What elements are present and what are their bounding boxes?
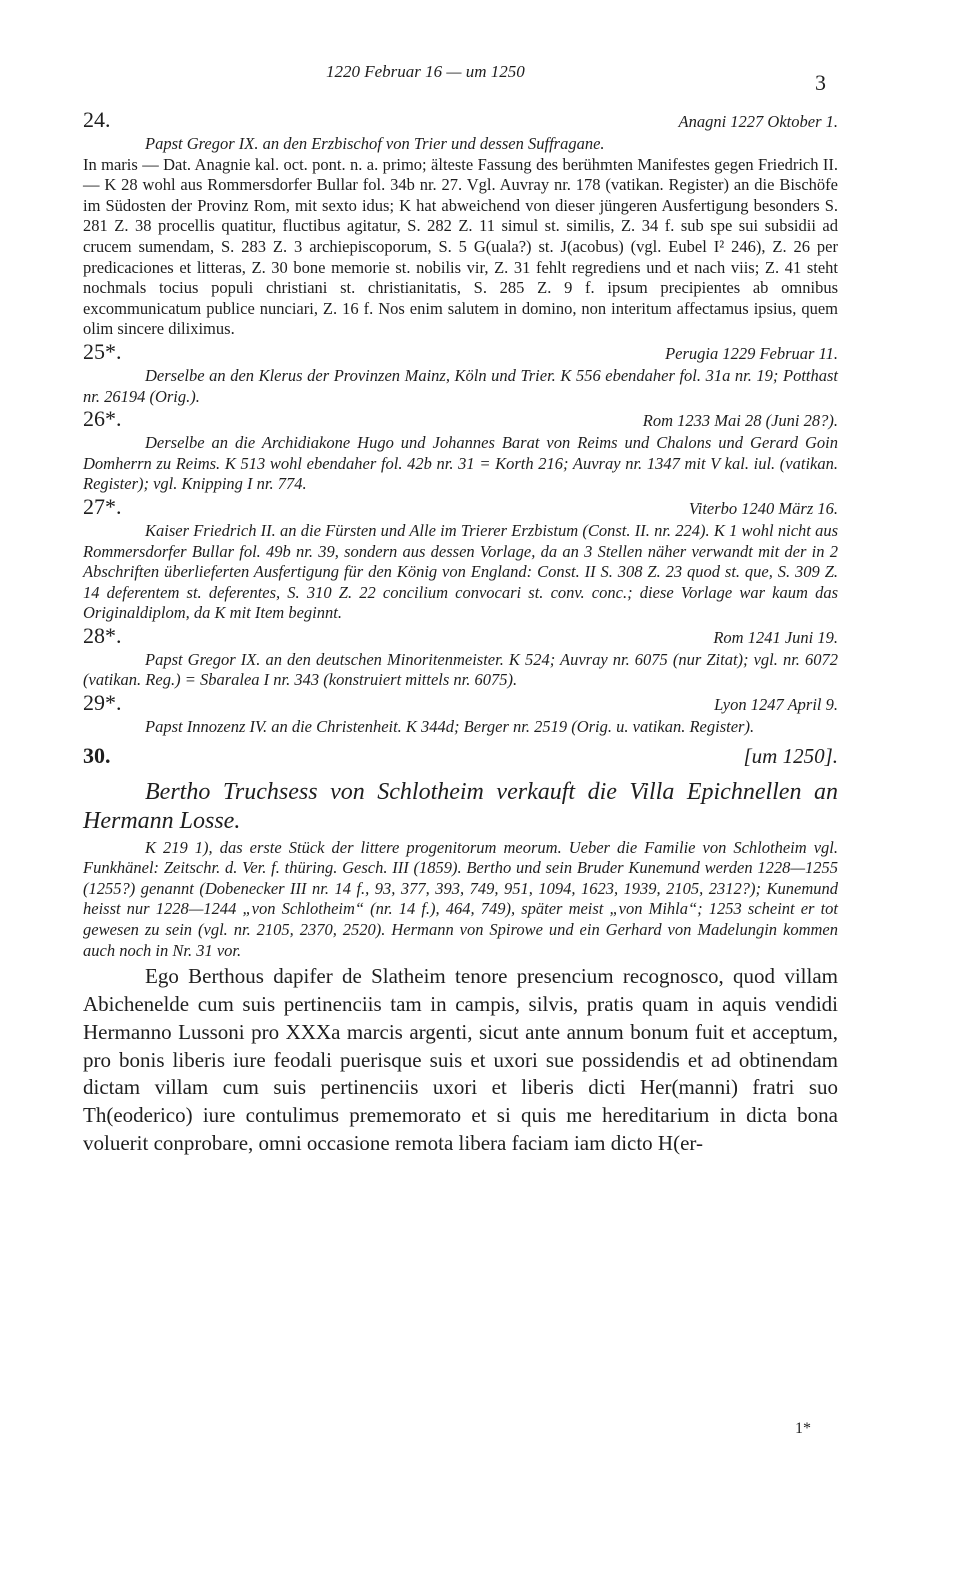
- charter-text: [83, 963, 838, 1158]
- entry-30: [83, 742, 838, 1158]
- entry-29: [83, 690, 838, 738]
- entry-notes: K 219 1), das erste Stück der littere progenitorum meorum. Ueber die Familie von Schlotheim vgl. Funkhänel: Zeitschr. d. Ver. f. thüring. Gesch. III (1859). Bertho und sein Bruder Kunemund werden 1228—1255 (1255?) genannt (Dobenecker III nr. 14 f., 93, 377, 393, 749, 951, 1094, 1623, 1939, 2105, 2312?); Kunemund heisst nur 1228—1244 „von Schlotheim“ (nr. 14 f.), 464, 749), später meist „von Mihla“; 1253 scheint er tot gewesen zu sein (vgl. nr. 2105, 2370, 2520). Hermann von Spirowe und ein Gerhard von Madelungin kommen auch noch in Nr. 31 vor.: [83, 837, 838, 960]
- entry-place-date: [um 1250].: [743, 743, 838, 768]
- entry-number: 26*.: [83, 406, 122, 432]
- signature-mark: 1*: [795, 1420, 811, 1437]
- charter-paragraph: Ego Berthous dapifer de Slatheim tenore presencium recognosco, quod villam Abichenelde cum suis pertinenciis tam in campis, silvis, pratis quam in aquis vendidi Hermanno Lussoni pro XXXa marcis argenti, sicut ante annum bonum fuit et acceptum, pro bonis liberis iure feodali puerisque suis et uxori sue possidendis et ad obtinendam dictam villam cum suis pertinenciis uxori et liberis dicti Her(manni) fratri suo Th(eoderico) iure contulimus prememorato et si quis me hereditarium in dicta bona voluerit conprobare, omni occasione remota libera faciam iam dicto H(er-: [83, 964, 838, 1155]
- entry-notes: In maris — Dat. Anagnie kal. oct. pont. n. a. primo; älteste Fassung des berühmten Manifestes gegen Friedrich II. — K 28 wohl aus Rommersdorfer Bullar fol. 34b nr. 27. Vgl. Auvray nr. 178 (vatikan. Register) an die Bischöfe im Südosten der Provinz Rom, mit sexto idus; K hat abweichend von dieser jüngeren Ausfertigung besonders S. 281 Z. 38 procellis quatitur, fluctibus agitatur, S. 282 Z. 11 simul st. similis, Z. 34 f. sub spe sui subsidii ad crucem sumendam, S. 283 Z. 3 archiepiscoporum, S. 5 G(uala?) st. J(acobus) (vgl. Eubel I² 246), Z. 26 per predicaciones et litteras, Z. 30 bone memorie st. nobilis vir, Z. 31 fehlt regrediens und et nach viis; Z. 41 steht nochmals tocius populi christiani st. christianitatis, S. 285 Z. 9 f. ipsum precipientes ab omnibus excommunicatum publice nunciari, Z. 16 f. Nos enim salutem in domino, non interitum affectamus ipsius, quem olim sincere diliximus.: [83, 154, 838, 339]
- entry-summary: Derselbe an die Archidiakone Hugo und Johannes Barat von Reims und Chalons und Gerard Goin Domherrn zu Reims. K 513 wohl ebendaher fol. 42b nr. 31 = Korth 216; Auvray nr. 1347 mit V kal. iul. (vatikan. Register); vgl. Knipping I nr. 774.: [83, 433, 838, 494]
- entry-summary: Papst Gregor IX. an den Erzbischof von Trier und dessen Suffragane.: [145, 134, 605, 153]
- entry-27: [83, 493, 838, 624]
- entry-summary: Kaiser Friedrich II. an die Fürsten und Alle im Trierer Erzbistum (Const. II. nr. 224). K 1 wohl nicht aus Rommersdorfer Bullar fol. 49b nr. 39, sondern aus dessen Vorlage, da an 3 Stellen näher verwandt mit der in 2 Abschriften überlieferten Ausfertigung für den König von England: Const. II S. 308 Z. 23 quod st. que, S. 309 Z. 14 deferentem st. deferentes, S. 310 Z. 22 concilium convocari st. conv. conc.; diese Vorlage war kaum das Originaldiplom, da K mit Item beginnt.: [83, 520, 838, 623]
- entry-number: 25*.: [83, 338, 122, 364]
- page-body: [83, 107, 838, 1158]
- page-number: 3: [815, 70, 826, 95]
- entry-place-date: Perugia 1229 Februar 11.: [665, 343, 838, 363]
- entry-25: [83, 338, 838, 407]
- entry-place-date: Rom 1233 Mai 28 (Juni 28?).: [642, 411, 838, 431]
- entry-summary: Papst Innozenz IV. an die Christenheit. K 344d; Berger nr. 2519 (Orig. u. vatikan. Register).: [145, 717, 755, 737]
- entry-place-date: Rom 1241 Juni 19.: [713, 627, 838, 647]
- entry-place-date: Lyon 1247 April 9.: [714, 695, 838, 715]
- page-header: [0, 62, 960, 95]
- entry-28: [83, 622, 838, 691]
- entry-summary: Papst Gregor IX. an den deutschen Minoritenmeister. K 524; Auvray nr. 6075 (nur Zitat); vgl. nr. 6072 (vatikan. Reg.) = Sbaralea I nr. 343 (konstruiert mittels nr. 6075).: [83, 649, 838, 690]
- entry-number: 28*.: [83, 622, 122, 648]
- entry-number: 30.: [83, 742, 111, 768]
- entry-26: [83, 406, 838, 495]
- entry-number: 24.: [83, 107, 111, 132]
- entry-summary: Derselbe an den Klerus der Provinzen Mainz, Köln und Trier. K 556 ebendaher fol. 31a nr. 19; Potthast nr. 26194 (Orig.).: [83, 365, 838, 406]
- entry-24: [83, 107, 838, 340]
- entry-title: Bertho Truchsess von Schlotheim verkauft die Villa Epichnellen an Hermann Losse.: [83, 778, 838, 834]
- entry-place-date: Viterbo 1240 März 16.: [688, 498, 838, 518]
- entry-place-date: Anagni 1227 Oktober 1.: [678, 112, 838, 131]
- running-head: 1220 Februar 16 — um 1250: [326, 62, 525, 81]
- entry-number: 29*.: [83, 690, 122, 716]
- entry-number: 27*.: [83, 493, 122, 519]
